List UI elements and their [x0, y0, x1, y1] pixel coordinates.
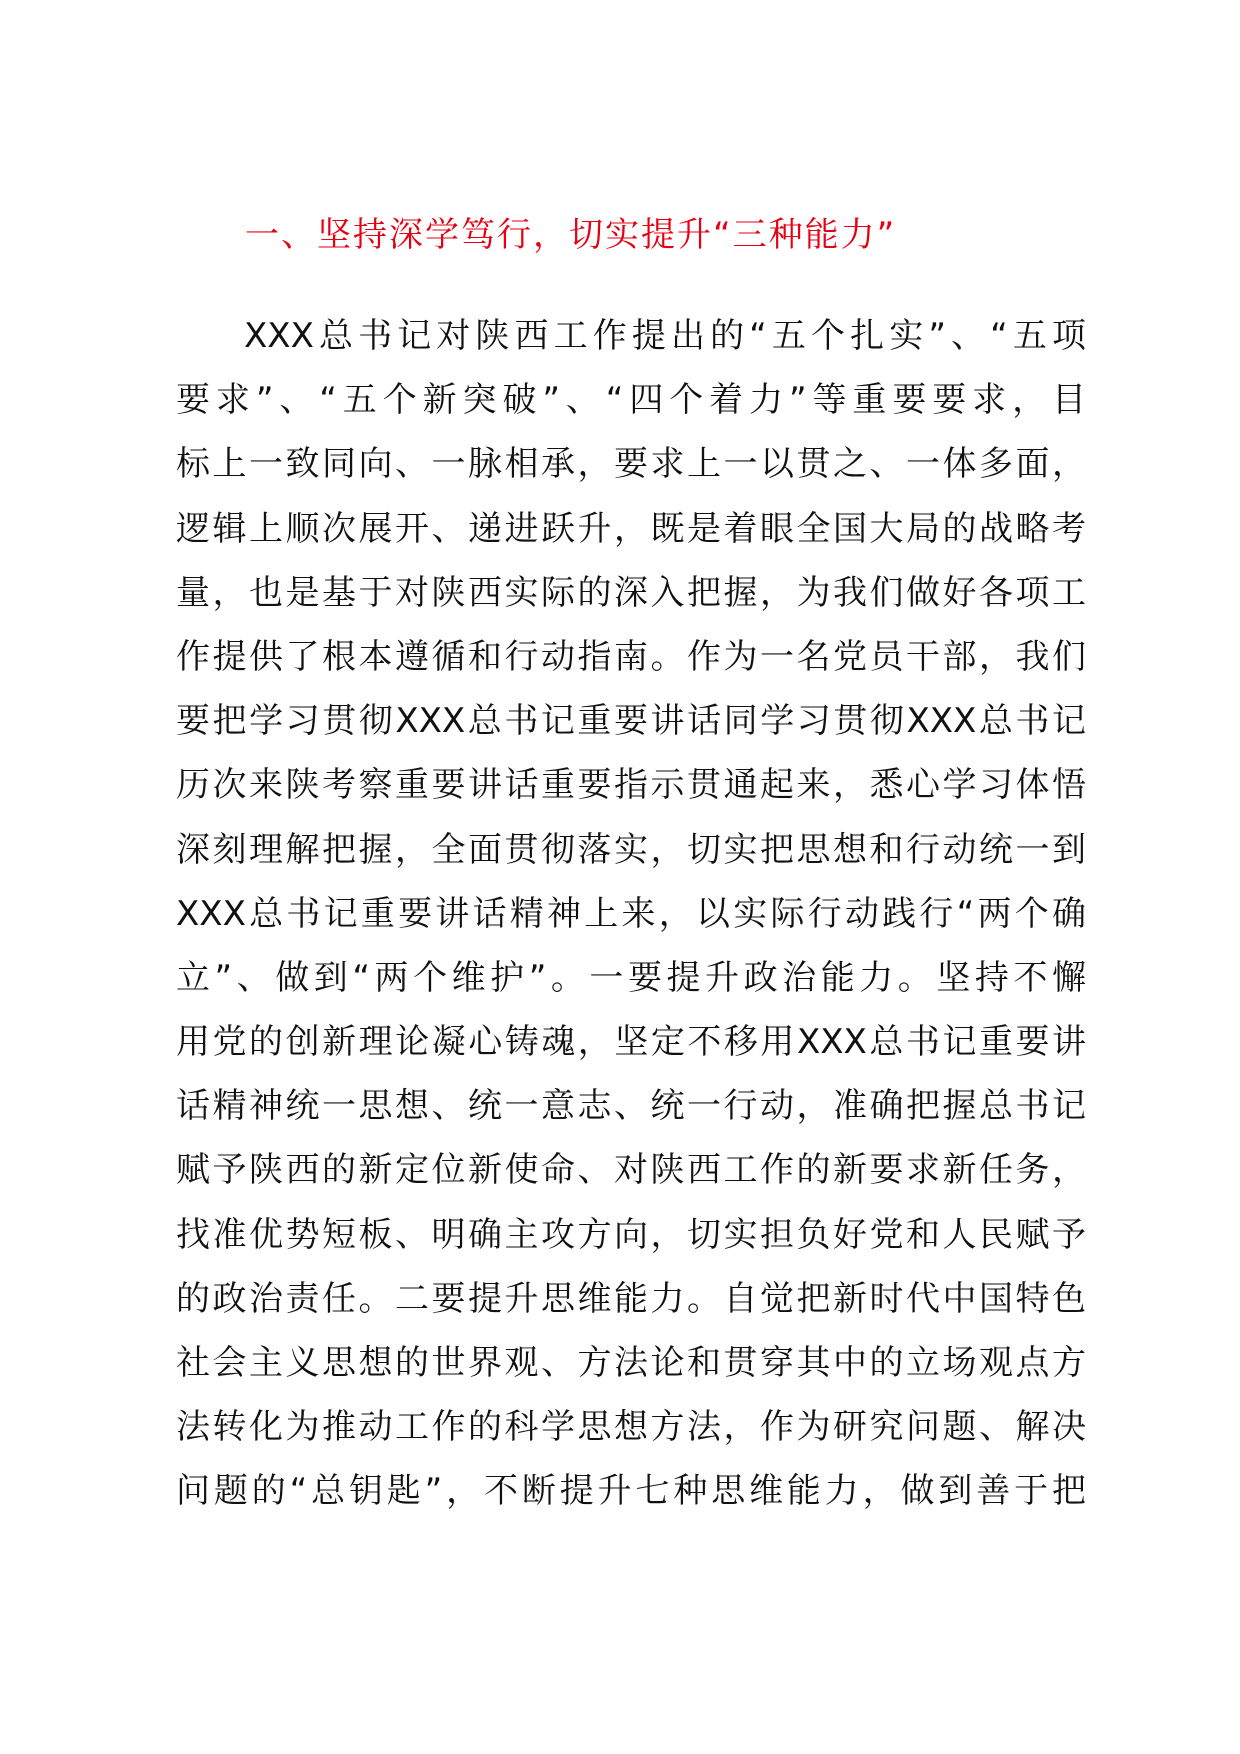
- text-line: 话精神统一思想、统一意志、统一行动，准确把握总书记: [176, 1086, 1086, 1127]
- text-line: XXX总书记重要讲话精神上来，以实际行动践行“两个确: [176, 893, 1086, 934]
- text-line: 标上一致同向、一脉相承，要求上一以贯之、一体多面，: [176, 444, 1086, 485]
- section-heading: 一、坚持深学笃行，切实提升“三种能力”: [245, 215, 897, 255]
- text-line: 要求”、“五个新突破”、“四个着力”等重要要求，目: [176, 380, 1086, 421]
- text-line: XXX总书记对陕西工作提出的“五个扎实”、“五项: [244, 316, 1086, 356]
- text-line: 作提供了根本遵循和行动指南。作为一名党员干部，我们: [176, 636, 1086, 677]
- text-line: 问题的“总钥匙”，不断提升七种思维能力，做到善于把: [176, 1471, 1086, 1512]
- body-paragraph: [176, 304, 1086, 1524]
- text-line: 找准优势短板、明确主攻方向，切实担负好党和人民赋予: [176, 1214, 1086, 1255]
- text-line: 历次来陕考察重要讲话重要指示贯通起来，悉心学习体悟: [176, 765, 1086, 806]
- text-line: 逻辑上顺次展开、递进跃升，既是着眼全国大局的战略考: [176, 508, 1086, 549]
- text-line: 深刻理解把握，全面贯彻落实，切实把思想和行动统一到: [176, 829, 1086, 870]
- text-line: 赋予陕西的新定位新使命、对陕西工作的新要求新任务，: [176, 1150, 1086, 1191]
- text-line: 量，也是基于对陕西实际的深入把握，为我们做好各项工: [176, 572, 1086, 613]
- text-line: 立”、做到“两个维护”。一要提升政治能力。坚持不懈: [176, 957, 1086, 998]
- text-line: 用党的创新理论凝心铸魂，坚定不移用XXX总书记重要讲: [176, 1022, 1086, 1063]
- text-line: 社会主义思想的世界观、方法论和贯穿其中的立场观点方: [176, 1343, 1086, 1383]
- text-line: 的政治责任。二要提升思维能力。自觉把新时代中国特色: [176, 1278, 1086, 1319]
- text-line: 法转化为推动工作的科学思想方法，作为研究问题、解决: [176, 1407, 1086, 1448]
- text-line: 要把学习贯彻XXX总书记重要讲话同学习贯彻XXX总书记: [176, 701, 1086, 742]
